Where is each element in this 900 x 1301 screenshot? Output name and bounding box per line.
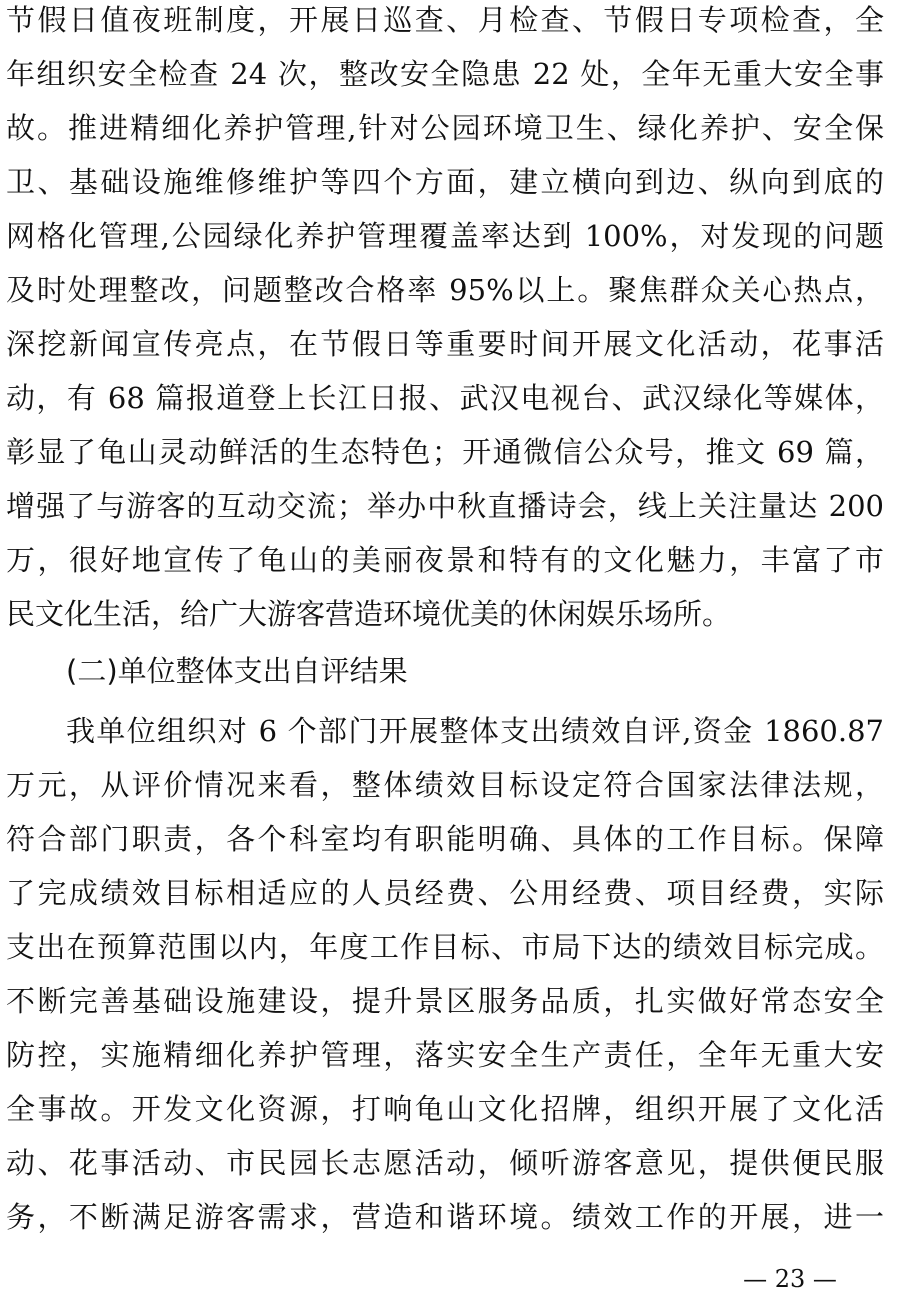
- paragraph-line: 民文化生活，给广大游客营造环境优美的休闲娱乐场所。: [6, 597, 732, 631]
- paragraph-line: 及时处理整改，问题整改合格率 95%以上。聚焦群众关心热点，: [6, 273, 884, 307]
- paragraph-line: 动，有 68 篇报道登上长江日报、武汉电视台、武汉绿化等媒体，: [6, 381, 884, 415]
- paragraph-line: 彰显了龟山灵动鲜活的生态特色；开通微信公众号，推文 69 篇，: [6, 435, 884, 469]
- paragraph-line: 不断完善基础设施建设，提升景区服务品质，扎实做好常态安全: [6, 984, 884, 1018]
- paragraph-line: 了完成绩效目标相适应的人员经费、公用经费、项目经费，实际: [6, 876, 884, 910]
- paragraph-line: 全事故。开发文化资源，打响龟山文化招牌，组织开展了文化活: [6, 1092, 884, 1126]
- section-heading: (二)单位整体支出自评结果: [66, 654, 408, 688]
- paragraph-line: 卫、基础设施维修维护等四个方面，建立横向到边、纵向到底的: [6, 165, 884, 199]
- paragraph-line: 务，不断满足游客需求，营造和谐环境。绩效工作的开展，进一: [6, 1200, 884, 1234]
- paragraph-line: 故。推进精细化养护管理,针对公园环境卫生、绿化养护、安全保: [6, 111, 884, 145]
- paragraph-line: 增强了与游客的互动交流；举办中秋直播诗会，线上关注量达 200: [6, 489, 884, 523]
- paragraph-line: 支出在预算范围以内，年度工作目标、市局下达的绩效目标完成。: [6, 930, 884, 964]
- paragraph-line: 年组织安全检查 24 次，整改安全隐患 22 处，全年无重大安全事: [6, 57, 884, 91]
- paragraph-line: 防控，实施精细化养护管理，落实安全生产责任，全年无重大安: [6, 1038, 884, 1072]
- paragraph-line: 网格化管理,公园绿化养护管理覆盖率达到 100%，对发现的问题: [6, 219, 884, 253]
- paragraph-line: 深挖新闻宣传亮点，在节假日等重要时间开展文化活动，花事活: [6, 327, 884, 361]
- paragraph-line: 节假日值夜班制度，开展日巡查、月检查、节假日专项检查，全: [6, 3, 884, 37]
- paragraph-line: 万元，从评价情况来看，整体绩效目标设定符合国家法律法规，: [6, 768, 884, 802]
- paragraph-line: 万，很好地宣传了龟山的美丽夜景和特有的文化魅力，丰富了市: [6, 543, 884, 577]
- paragraph-line: 动、花事活动、市民园长志愿活动，倾听游客意见，提供便民服: [6, 1146, 884, 1180]
- paragraph-line: 我单位组织对 6 个部门开展整体支出绩效自评,资金 1860.87: [66, 714, 884, 748]
- paragraph-line: 符合部门职责，各个科室均有职能明确、具体的工作目标。保障: [6, 822, 884, 856]
- page-number: — 23 —: [743, 1265, 837, 1293]
